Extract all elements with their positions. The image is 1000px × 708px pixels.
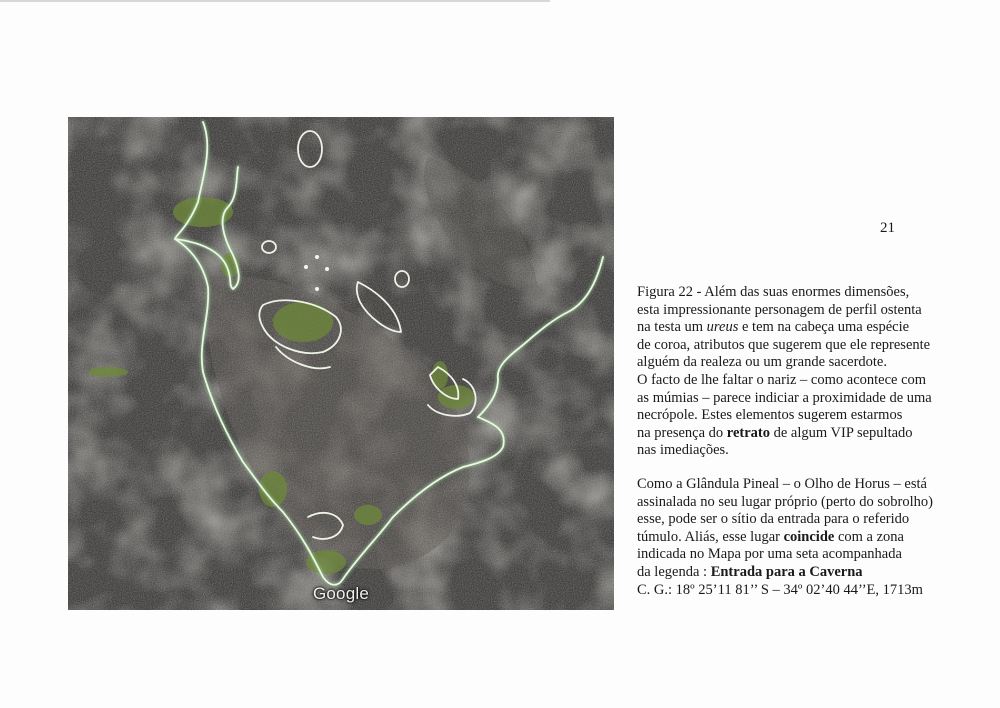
page-number: 21 <box>880 220 895 236</box>
caption-line: Figura 22 - Além das suas enormes dimensões, <box>637 284 910 300</box>
caption-line: esta impressionante personagem de perfil ostenta <box>637 301 922 318</box>
caption-line: necrópole. Estes elementos sugerem estarmos <box>637 407 903 424</box>
caption-line: da legenda : Entrada para a Caverna <box>637 563 863 580</box>
satellite-image <box>68 117 614 610</box>
caption-line: assinalada no seu lugar próprio (perto do sobrolho) <box>637 493 933 510</box>
bold-term: coincide <box>783 528 835 545</box>
caption-line: na presença do retrato de algum VIP sepultado <box>637 424 913 441</box>
bold-term: retrato <box>726 424 770 441</box>
bold-term: Entrada para a Caverna <box>710 563 863 580</box>
caption-line: nas imediações. <box>637 442 729 459</box>
caption-line: indicada no Mapa por uma seta acompanhada <box>637 546 902 563</box>
caption-line: de coroa, atributos que sugerem que ele represente <box>637 336 931 353</box>
caption-line: Como a Glândula Pineal – o Olho de Horus – está <box>637 475 927 492</box>
caption-line: alguém da realeza ou um grande sacerdote. <box>637 354 887 371</box>
caption-line: C. G.: 18º 25’11 81’’ S – 34º 02’40 44’’E, 1713m <box>637 581 923 598</box>
italic-term: ureus <box>706 319 739 336</box>
caption-line: O facto de lhe faltar o nariz – como acontece com <box>637 371 927 388</box>
google-watermark: Google <box>312 584 370 603</box>
caption-line: as múmias – parece indiciar a proximidade de uma <box>637 389 932 406</box>
caption-line: na testa um ureus e tem na cabeça uma espécie <box>637 319 910 336</box>
caption-line: esse, pode ser o sítio da entrada para o referido <box>637 511 910 528</box>
scan-edge-line <box>0 0 550 2</box>
paragraph-gap <box>637 460 952 476</box>
satellite-image-graphic <box>68 117 614 610</box>
caption-line: túmulo. Aliás, esse lugar coincide com a zona <box>637 528 904 545</box>
figure-caption <box>637 284 952 599</box>
